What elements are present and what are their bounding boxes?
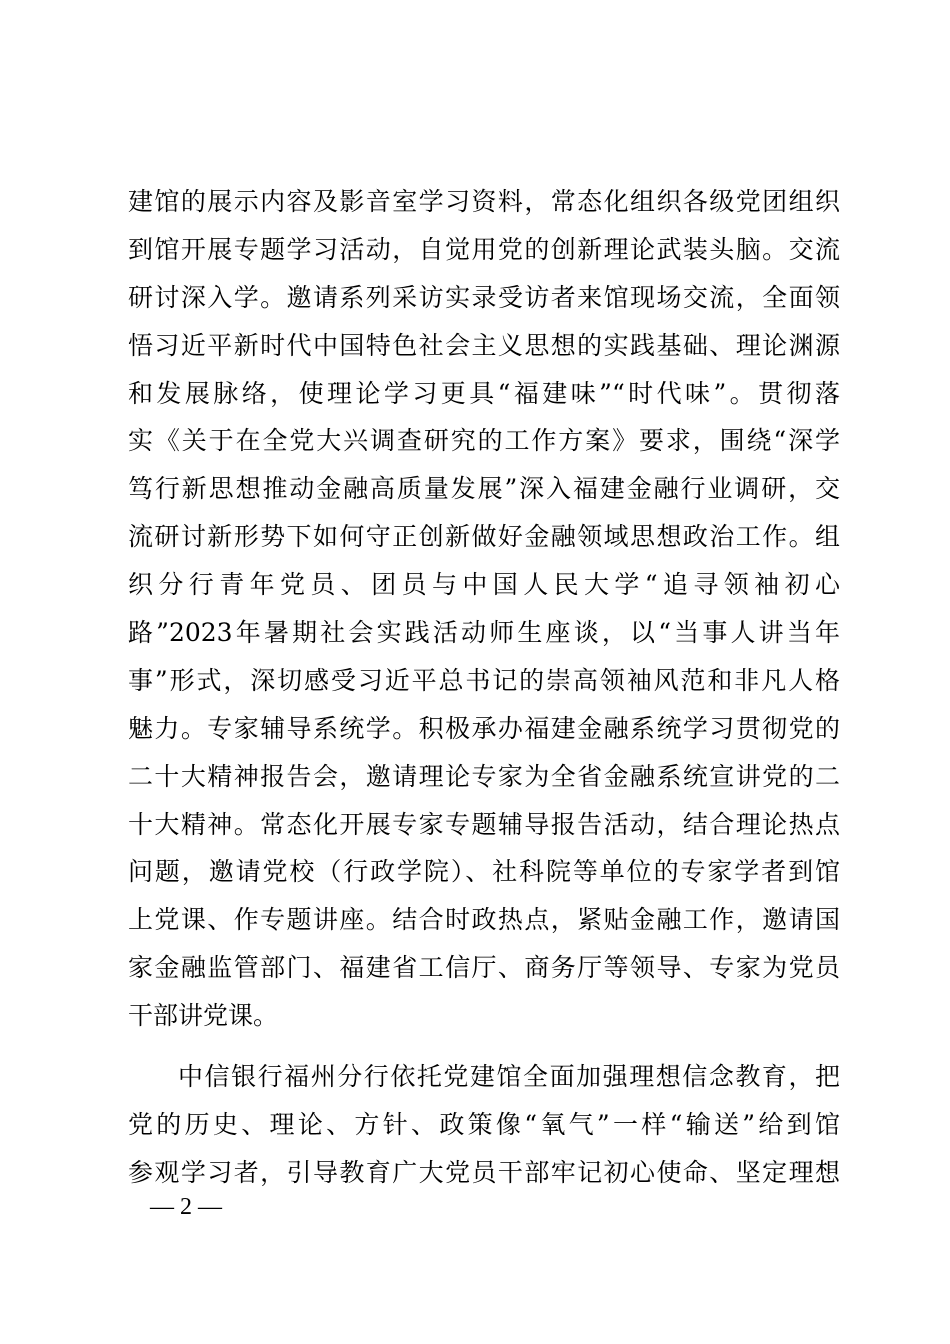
paragraph-line: 十大精神。常态化开展专家专题辅导报告活动，结合理论热点: [128, 809, 840, 839]
paragraph-line: 研讨深入学。邀请系列采访实录受访者来馆现场交流，全面领: [128, 282, 840, 312]
paragraph-line: 笃行新思想推动金融高质量发展”深入福建金融行业调研，交: [128, 474, 840, 504]
paragraph-line: 织分行青年党员、团员与中国人民大学“追寻领袖初心: [128, 570, 840, 600]
paragraph-line: 和发展脉络，使理论学习更具“福建味”“时代味”。贯彻落: [128, 378, 840, 408]
paragraph-line: 参观学习者，引导教育广大党员干部牢记初心使命、坚定理想: [128, 1157, 840, 1187]
paragraph-line: 悟习近平新时代中国特色社会主义思想的实践基础、理论渊源: [128, 330, 840, 360]
paragraph-line: 干部讲党课。: [128, 1001, 279, 1031]
body-text: [128, 178, 840, 1197]
paragraph-line: 事”形式，深切感受习近平总书记的崇高领袖风范和非凡人格: [128, 665, 840, 695]
paragraph-line: 二十大精神报告会，邀请理论专家为全省金融系统宣讲党的二: [128, 761, 840, 791]
paragraph-line: 党的历史、理论、方针、政策像“氧气”一样“输送”给到馆: [128, 1109, 840, 1139]
paragraph-line: 上党课、作专题讲座。结合时政热点，紧贴金融工作，邀请国: [128, 905, 840, 935]
paragraph-1: [128, 178, 840, 1040]
paragraph-line: 问题，邀请党校（行政学院）、社科院等单位的专家学者到馆: [128, 857, 840, 887]
paragraph-line: 路”2023年暑期社会实践活动师生座谈，以“当事人讲当年: [128, 618, 840, 648]
paragraph-line: 建馆的展示内容及影音室学习资料，常态化组织各级党团组织: [128, 187, 840, 216]
paragraph-line: 实《关于在全党大兴调查研究的工作方案》要求，围绕“深学: [128, 426, 840, 456]
paragraph-line: 流研讨新形势下如何守正创新做好金融领域思想政治工作。组: [128, 522, 840, 552]
paragraph-2: [128, 1053, 840, 1197]
page-number: — 2 —: [150, 1194, 222, 1220]
paragraph-line: 到馆开展专题学习活动，自觉用党的创新理论武装头脑。交流: [128, 234, 840, 264]
paragraph-line: 魅力。专家辅导系统学。积极承办福建金融系统学习贯彻党的: [128, 713, 840, 743]
paragraph-line: 家金融监管部门、福建省工信厅、商务厅等领导、专家为党员: [128, 953, 840, 983]
paragraph-line: 中信银行福州分行依托党建馆全面加强理想信念教育，把: [178, 1062, 840, 1092]
paragraph-spacer: [128, 1040, 840, 1053]
